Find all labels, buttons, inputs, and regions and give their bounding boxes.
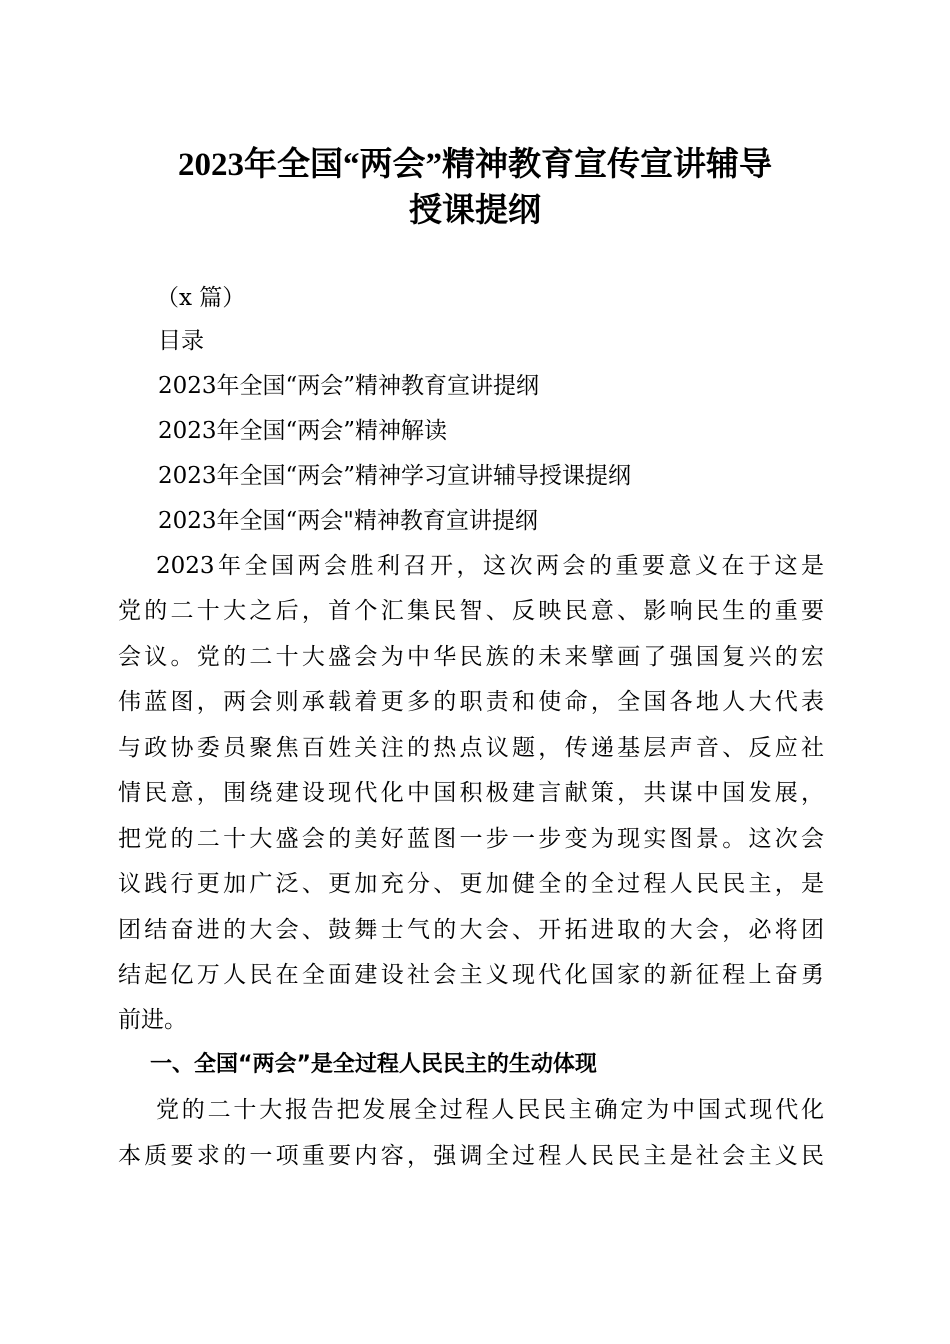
paragraph-line: 党的二十大之后，首个汇集民智、反映民意、影响民生的重要 <box>118 598 824 624</box>
paragraph-line: 团结奋进的大会、鼓舞士气的大会、开拓进取的大会，必将团 <box>118 917 824 943</box>
paragraph-line: 情民意，围绕建设现代化中国积极建言献策，共谋中国发展， <box>118 780 824 806</box>
paragraph-line: 与政协委员聚焦百姓关注的热点议题，传递基层声音、反应社 <box>118 735 824 761</box>
section-heading: 一、全国“两会”是全过程人民民主的生动体现 <box>150 1052 597 1077</box>
toc-item[interactable]: 2023年全国“两会"精神教育宣讲提纲 <box>158 508 538 534</box>
paragraph-line: 本质要求的一项重要内容，强调全过程人民民主是社会主义民 <box>118 1143 824 1169</box>
document-title-line-1: 2023年全国“两会”精神教育宣传宣讲辅导 <box>178 147 772 183</box>
toc-label: 目录 <box>158 328 204 354</box>
paragraph-line: 2023年全国两会胜利召开，这次两会的重要意义在于这是 <box>156 553 824 579</box>
paragraph-line: 会议。党的二十大盛会为中华民族的未来擘画了强国复兴的宏 <box>118 644 824 670</box>
paragraph-line: 伟蓝图，两会则承载着更多的职责和使命，全国各地人大代表 <box>118 689 824 715</box>
paragraph-line: 把党的二十大盛会的美好蓝图一步一步变为现实图景。这次会 <box>118 826 824 852</box>
toc-item[interactable]: 2023年全国“两会”精神解读 <box>158 418 448 444</box>
paragraph-line: 议践行更加广泛、更加充分、更加健全的全过程人民民主，是 <box>118 871 824 897</box>
toc-item[interactable]: 2023年全国“两会”精神学习宣讲辅导授课提纲 <box>158 463 632 489</box>
paragraph-line: 前进。 <box>118 1007 187 1033</box>
toc-item[interactable]: 2023年全国“两会”精神教育宣讲提纲 <box>158 373 540 399</box>
paragraph-line: 结起亿万人民在全面建设社会主义现代化国家的新征程上奋勇 <box>118 962 824 988</box>
document-title-line-2: 授课提纲 <box>409 193 541 229</box>
article-count-note: （x 篇） <box>156 285 246 311</box>
paragraph-line: 党的二十大报告把发展全过程人民民主确定为中国式现代化 <box>156 1097 824 1123</box>
